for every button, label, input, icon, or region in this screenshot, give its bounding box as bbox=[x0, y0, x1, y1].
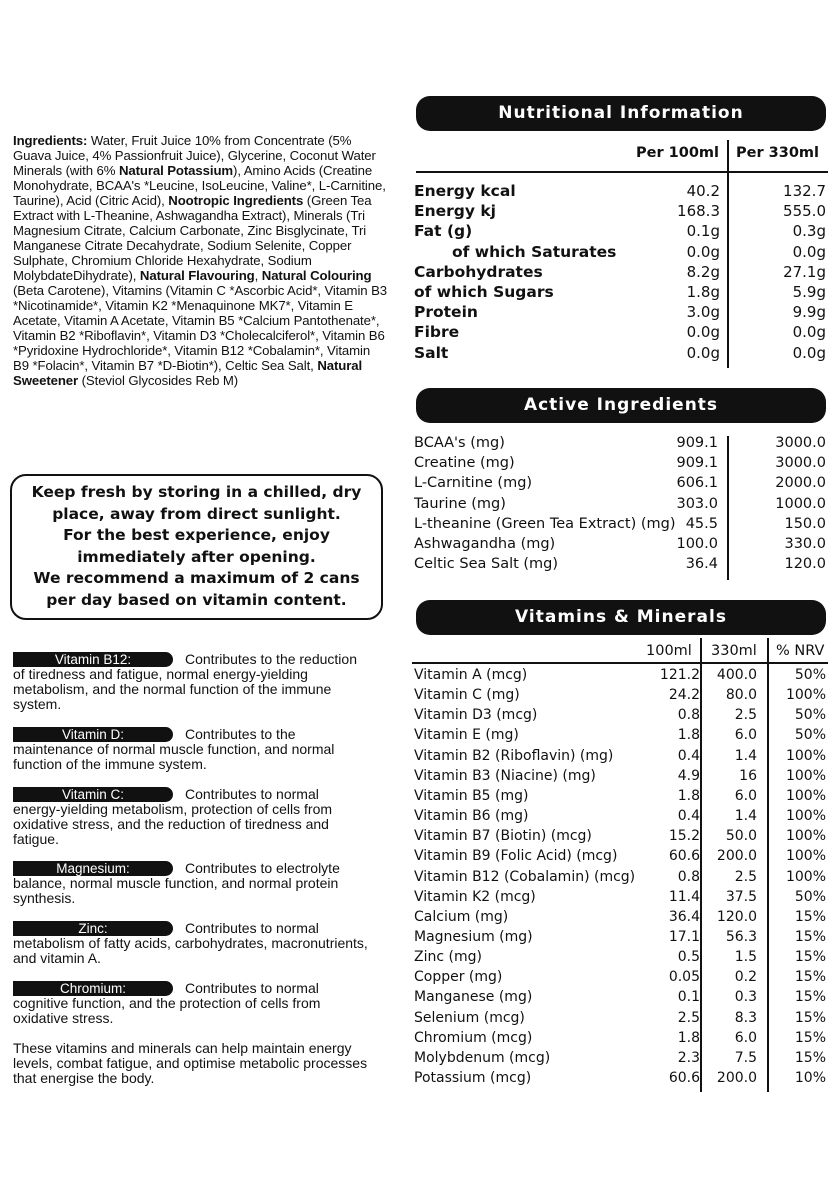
vitamins-value-v1: 0.4 bbox=[677, 747, 700, 764]
vitamins-row bbox=[414, 667, 828, 687]
vitamins-value-v2: 8.3 bbox=[734, 1009, 757, 1026]
claim-text: Contributes to normal metabolism of fatty acids, carbohydrates, macronutrients, and vitamin A. bbox=[13, 920, 368, 966]
vitamins-value-v2: 6.0 bbox=[734, 787, 757, 804]
nutrition-label: Salt bbox=[414, 343, 449, 362]
ingredients-text: (Green Tea Extract with L-Theanine, Ashwagandha Extract), Minerals (Tri Magnesium Citrate, Calcium Carbonate, Zinc Bisglycinate, Tri Manganese Citrate Decahydrate, Sodium Selenite, Copper Sulphate, Chromium Chloride Hexahydrate, Sodium MolybdateDihydrate), bbox=[13, 193, 372, 283]
vitamins-value-v2: 6.0 bbox=[734, 727, 757, 744]
vitamins-row bbox=[414, 929, 828, 949]
nutrition-label: Protein bbox=[414, 303, 478, 322]
vitamins-row bbox=[414, 848, 828, 868]
nutrition-value-v2: 0.0g bbox=[792, 323, 826, 342]
nutrition-value-v1: 0.0g bbox=[686, 242, 720, 261]
active-label: Celtic Sea Salt (mg) bbox=[414, 556, 559, 573]
vitamins-value-v3: 15% bbox=[794, 1029, 826, 1046]
nutrition-value-v1: 0.0g bbox=[686, 323, 720, 342]
active-row bbox=[414, 435, 828, 455]
vitamins-label: Potassium (mcg) bbox=[414, 1070, 532, 1086]
active-value-v1: 100.0 bbox=[676, 536, 718, 552]
claim-name-badge: Vitamin C: bbox=[13, 787, 173, 802]
nutrition-header-divider bbox=[416, 171, 828, 173]
vitamins-value-v2: 1.4 bbox=[734, 808, 757, 825]
nutrition-row bbox=[414, 202, 828, 222]
vitamins-label: Zinc (mg) bbox=[414, 949, 482, 966]
vitamins-value-v1: 1.8 bbox=[677, 727, 700, 744]
ingredients-heading: Ingredients: bbox=[13, 133, 88, 148]
nutrition-value-v1: 0.1g bbox=[686, 222, 720, 241]
nutrition-value-v2: 27.1g bbox=[783, 262, 826, 281]
vitamins-value-v2: 16 bbox=[739, 767, 757, 784]
nutrition-row bbox=[414, 303, 828, 323]
claim-vitamin-d bbox=[13, 727, 368, 772]
vitamins-value-v1: 1.8 bbox=[677, 787, 700, 804]
vitamins-value-v3: 100% bbox=[785, 767, 826, 784]
vitamins-label: Vitamin B7 (Biotin) (mcg) bbox=[414, 828, 592, 845]
nutrition-value-v1: 40.2 bbox=[686, 182, 720, 200]
vitamins-title: Vitamins & Minerals bbox=[416, 600, 826, 635]
nutrition-row bbox=[414, 344, 828, 364]
vitamins-label: Molybdenum (mcg) bbox=[414, 1049, 551, 1066]
vitamins-value-v3: 15% bbox=[794, 1009, 826, 1026]
vitamins-value-v2: 2.5 bbox=[734, 868, 757, 885]
nutrition-value-v1: 1.8g bbox=[686, 283, 720, 301]
vitamins-value-v1: 60.6 bbox=[668, 848, 700, 865]
vitamins-value-v1: 0.5 bbox=[677, 949, 700, 966]
vitamins-value-v3: 10% bbox=[794, 1070, 826, 1086]
vitamins-row bbox=[414, 889, 828, 909]
nutrition-value-v1: 0.0g bbox=[686, 343, 720, 362]
claim-name-badge: Chromium: bbox=[13, 981, 173, 996]
claim-chromium bbox=[13, 981, 368, 1026]
vitamins-value-v3: 100% bbox=[785, 747, 826, 764]
vitamins-value-v1: 2.3 bbox=[677, 1049, 700, 1066]
vitamins-row bbox=[414, 969, 828, 989]
active-value-v1: 909.1 bbox=[676, 435, 718, 451]
storage-line: place, away from direct sunlight. bbox=[52, 504, 341, 523]
vitamins-label: Vitamin C (mg) bbox=[414, 687, 520, 704]
active-label: BCAA's (mg) bbox=[414, 435, 505, 451]
vitamins-value-v2: 1.5 bbox=[734, 949, 757, 966]
claim-text: Contributes to normal energy-yielding metabolism, protection of cells from oxidative stress, and the reduction of tiredness and fatigue. bbox=[13, 786, 333, 847]
vitamins-col-100ml: 100ml bbox=[646, 643, 692, 659]
vitamins-value-v3: 100% bbox=[785, 868, 826, 885]
nutrition-label: of which Saturates bbox=[452, 242, 617, 261]
nutrition-value-v2: 0.3g bbox=[792, 222, 826, 241]
vitamins-value-v3: 15% bbox=[794, 949, 826, 966]
nutrition-title: Nutritional Information bbox=[416, 96, 826, 131]
active-value-v2: 2000.0 bbox=[775, 475, 826, 492]
storage-line: We recommend a maximum of 2 cans bbox=[33, 569, 360, 587]
vitamins-row bbox=[414, 1010, 828, 1030]
nutrition-row bbox=[414, 323, 828, 343]
nutrition-value-v2: 555.0 bbox=[783, 202, 826, 221]
vitamins-value-v1: 0.4 bbox=[677, 808, 700, 825]
active-value-v1: 606.1 bbox=[676, 475, 718, 492]
active-value-v2: 330.0 bbox=[784, 536, 826, 552]
vitamins-row bbox=[414, 1030, 828, 1050]
vitamins-value-v3: 50% bbox=[794, 727, 826, 744]
active-label: Taurine (mg) bbox=[414, 495, 506, 512]
nutrition-row bbox=[414, 182, 828, 202]
active-value-v2: 120.0 bbox=[784, 556, 826, 573]
vitamins-row bbox=[414, 869, 828, 889]
vitamins-value-v2: 6.0 bbox=[734, 1029, 757, 1046]
active-value-v1: 45.5 bbox=[685, 515, 718, 532]
vitamins-value-v2: 56.3 bbox=[725, 928, 757, 945]
vitamins-label: Calcium (mg) bbox=[414, 908, 509, 925]
vitamins-col-nrv: % NRV bbox=[776, 643, 825, 659]
ingredients-bold: Natural Colouring bbox=[261, 268, 372, 283]
vitamins-value-v1: 2.5 bbox=[677, 1009, 700, 1026]
active-title: Active Ingredients bbox=[416, 388, 826, 423]
ingredients-paragraph bbox=[13, 133, 388, 388]
nutrition-value-v1: 168.3 bbox=[677, 202, 720, 221]
ingredients-bold: Natural Flavouring bbox=[139, 268, 255, 283]
vitamins-row bbox=[414, 707, 828, 727]
vitamins-value-v2: 37.5 bbox=[725, 888, 757, 905]
nutrition-row bbox=[414, 263, 828, 283]
active-label: Ashwagandha (mg) bbox=[414, 536, 556, 552]
active-value-v1: 909.1 bbox=[676, 455, 718, 472]
nutrition-row bbox=[414, 243, 828, 263]
vitamins-row bbox=[414, 687, 828, 707]
vitamins-value-v3: 100% bbox=[785, 808, 826, 825]
claim-name-badge: Magnesium: bbox=[13, 861, 173, 876]
active-label: L-theanine (Green Tea Extract) (mg) bbox=[414, 515, 676, 532]
vitamins-value-v3: 50% bbox=[794, 707, 826, 724]
vitamins-label: Vitamin B9 (Folic Acid) (mcg) bbox=[414, 848, 618, 865]
claim-name-badge: Vitamin B12: bbox=[13, 652, 173, 667]
vitamins-label: Chromium (mcg) bbox=[414, 1029, 533, 1046]
active-value-v2: 3000.0 bbox=[775, 455, 826, 472]
nutrition-label: of which Sugars bbox=[414, 283, 554, 301]
claim-text: Contributes to the maintenance of normal muscle function, and normal function of the immune system. bbox=[13, 726, 335, 772]
vitamins-row bbox=[414, 1050, 828, 1070]
vitamins-label: Selenium (mcg) bbox=[414, 1009, 525, 1026]
active-value-v1: 303.0 bbox=[676, 495, 718, 512]
vitamins-row bbox=[414, 1070, 828, 1090]
vitamins-value-v2: 400.0 bbox=[716, 667, 757, 683]
claim-vitamin-b12 bbox=[13, 652, 368, 712]
claim-vitamin-c bbox=[13, 787, 368, 847]
vitamins-value-v1: 11.4 bbox=[668, 888, 700, 905]
claim-name-badge: Zinc: bbox=[13, 921, 173, 936]
nutrition-row bbox=[414, 222, 828, 242]
vitamins-label: Manganese (mg) bbox=[414, 989, 533, 1006]
ingredients-text: ), Amino Acids (Creatine Monohydrate, BCAA's *Leucine, IsoLeucine, Valine*, L-Carnitine, Taurine), Acid (Citric Acid), bbox=[13, 163, 386, 208]
vitamins-value-v1: 15.2 bbox=[668, 828, 700, 845]
storage-advice-box bbox=[10, 474, 383, 620]
vitamins-col-330ml: 330ml bbox=[711, 643, 757, 659]
nutrition-value-v2: 0.0g bbox=[792, 343, 826, 362]
storage-line: For the best experience, enjoy bbox=[63, 526, 330, 544]
active-value-v2: 150.0 bbox=[784, 515, 826, 532]
active-label: L-Carnitine (mg) bbox=[414, 475, 533, 492]
vitamins-row bbox=[414, 949, 828, 969]
vitamins-value-v2: 0.3 bbox=[734, 989, 757, 1006]
claim-name-badge: Vitamin D: bbox=[13, 727, 173, 742]
active-row bbox=[414, 496, 828, 516]
vitamins-value-v3: 15% bbox=[794, 1049, 826, 1066]
vitamins-value-v3: 50% bbox=[794, 888, 826, 905]
vitamins-label: Vitamin B12 (Cobalamin) (mcg) bbox=[414, 868, 636, 885]
active-row bbox=[414, 455, 828, 475]
vitamins-value-v1: 36.4 bbox=[668, 908, 700, 925]
vitamins-label: Vitamin E (mg) bbox=[414, 727, 519, 744]
vitamins-label: Vitamin A (mcg) bbox=[414, 667, 528, 683]
vitamins-row bbox=[414, 727, 828, 747]
nutrition-col-per100: Per 100ml bbox=[636, 145, 720, 161]
closing-statement: These vitamins and minerals can help maintain energy levels, combat fatigue, and optimise metabolic processes that energise the body. bbox=[13, 1040, 368, 1086]
nutrition-value-v2: 5.9g bbox=[792, 283, 826, 301]
vitamins-value-v2: 2.5 bbox=[734, 707, 757, 724]
vitamins-row bbox=[414, 788, 828, 808]
vitamins-label: Magnesium (mg) bbox=[414, 928, 533, 945]
vitamins-value-v2: 120.0 bbox=[716, 908, 757, 925]
nutrition-label: Fibre bbox=[414, 323, 460, 342]
vitamins-value-v1: 0.05 bbox=[668, 969, 700, 986]
vitamins-value-v1: 60.6 bbox=[668, 1070, 700, 1086]
vitamins-value-v3: 100% bbox=[785, 828, 826, 845]
vitamins-value-v3: 50% bbox=[794, 667, 826, 683]
vitamins-value-v1: 0.1 bbox=[677, 989, 700, 1006]
vitamins-row bbox=[414, 828, 828, 848]
vitamins-value-v1: 4.9 bbox=[677, 767, 700, 784]
vitamins-value-v1: 0.8 bbox=[677, 868, 700, 885]
vitamins-header-divider bbox=[412, 662, 828, 664]
vitamins-value-v2: 200.0 bbox=[716, 1070, 757, 1086]
nutrition-value-v1: 3.0g bbox=[686, 303, 720, 322]
active-value-v2: 3000.0 bbox=[775, 435, 826, 451]
vitamins-value-v2: 80.0 bbox=[725, 687, 757, 704]
ingredients-bold: Natural Potassium bbox=[118, 163, 234, 178]
vitamins-value-v3: 15% bbox=[794, 969, 826, 986]
nutrition-value-v2: 9.9g bbox=[792, 303, 826, 322]
nutrition-col-per330: Per 330ml bbox=[736, 145, 820, 161]
nutrition-label: Energy kj bbox=[414, 202, 496, 221]
active-row bbox=[414, 556, 828, 576]
ingredients-bold: Nootropic Ingredients bbox=[168, 193, 304, 208]
ingredients-text: (Steviol Glycosides Reb M) bbox=[78, 373, 239, 388]
storage-line: per day based on vitamin content. bbox=[46, 590, 347, 609]
claim-magnesium bbox=[13, 861, 368, 906]
vitamins-value-v3: 100% bbox=[785, 687, 826, 704]
vitamins-value-v3: 15% bbox=[794, 908, 826, 925]
vitamins-label: Vitamin B3 (Niacine) (mg) bbox=[414, 767, 596, 784]
ingredients-text: Water, Fruit Juice 10% from Concentrate (5% Guava Juice, 4% Passionfruit Juice), Glycerine, Coconut Water Minerals (with 6% bbox=[13, 133, 376, 178]
vitamins-value-v1: 1.8 bbox=[677, 1029, 700, 1046]
vitamins-value-v2: 0.2 bbox=[734, 969, 757, 986]
vitamins-value-v3: 100% bbox=[785, 848, 826, 865]
nutrition-label: Carbohydrates bbox=[414, 262, 543, 281]
vitamins-value-v2: 1.4 bbox=[734, 747, 757, 764]
active-value-v1: 36.4 bbox=[685, 556, 718, 573]
vitamins-value-v3: 100% bbox=[785, 787, 826, 804]
claim-zinc bbox=[13, 921, 368, 966]
vitamins-value-v2: 50.0 bbox=[725, 828, 757, 845]
vitamins-value-v2: 200.0 bbox=[716, 848, 757, 865]
nutrition-value-v2: 132.7 bbox=[783, 182, 826, 200]
nutrition-value-v2: 0.0g bbox=[792, 242, 826, 261]
vitamins-label: Vitamin B2 (Riboflavin) (mg) bbox=[414, 747, 614, 764]
vitamins-value-v2: 7.5 bbox=[734, 1049, 757, 1066]
claim-text: Contributes to normal cognitive function, and the protection of cells from oxidative stress. bbox=[13, 980, 321, 1026]
nutrition-label: Energy kcal bbox=[414, 182, 516, 200]
vitamins-row bbox=[414, 909, 828, 929]
storage-line: Keep fresh by storing in a chilled, dry bbox=[31, 483, 362, 501]
active-row bbox=[414, 475, 828, 495]
vitamins-value-v1: 17.1 bbox=[668, 928, 700, 945]
vitamins-row bbox=[414, 768, 828, 788]
vitamins-value-v1: 0.8 bbox=[677, 707, 700, 724]
vitamins-label: Vitamin B5 (mg) bbox=[414, 787, 529, 804]
vitamins-value-v1: 24.2 bbox=[668, 687, 700, 704]
ingredients-bold: Natural Sweetener bbox=[13, 358, 363, 388]
vitamins-label: Vitamin D3 (mcg) bbox=[414, 707, 538, 724]
vitamins-value-v3: 15% bbox=[794, 989, 826, 1006]
nutrition-row bbox=[414, 283, 828, 303]
vitamins-label: Vitamin K2 (mcg) bbox=[414, 888, 536, 905]
claim-text: Contributes to electrolyte balance, normal muscle function, and normal protein synthesis. bbox=[13, 860, 340, 906]
vitamins-label: Copper (mg) bbox=[414, 969, 503, 986]
ingredients-text: , bbox=[254, 268, 262, 283]
vitamins-row bbox=[414, 989, 828, 1009]
active-row bbox=[414, 536, 828, 556]
active-value-v2: 1000.0 bbox=[775, 495, 826, 512]
vitamins-row bbox=[414, 748, 828, 768]
vitamins-row bbox=[414, 808, 828, 828]
active-label: Creatine (mg) bbox=[414, 455, 515, 472]
vitamins-value-v3: 15% bbox=[794, 928, 826, 945]
nutrition-label: Fat (g) bbox=[414, 222, 473, 241]
vitamins-value-v1: 121.2 bbox=[659, 667, 700, 683]
storage-line: immediately after opening. bbox=[77, 547, 316, 566]
ingredients-text: (Beta Carotene), Vitamins (Vitamin C *Ascorbic Acid*, Vitamin B3 *Nicotinamide*, Vitamin K2 *Menaquinone MK7*, Vitamin E Acetate, Vitamin A Acetate, Vitamin B5 *Calcium Pantothenate*, Vitamin B2 *Riboflavin*, Vitamin D3 *Cholecalciferol*, Vitamin B6 *Pyridoxine Hydrochloride*, Vitamin B12 *Cobalamin*, Vitamin B9 *Folacin*, Vitamin B7 *D-Biotin*), Celtic Sea Salt, bbox=[13, 283, 388, 373]
active-row bbox=[414, 516, 828, 536]
nutrition-value-v1: 8.2g bbox=[686, 262, 720, 281]
vitamins-label: Vitamin B6 (mg) bbox=[414, 808, 529, 825]
claim-text: Contributes to the reduction of tiredness and fatigue, normal energy-yielding metabolism, and the normal function of the immune system. bbox=[13, 651, 357, 712]
